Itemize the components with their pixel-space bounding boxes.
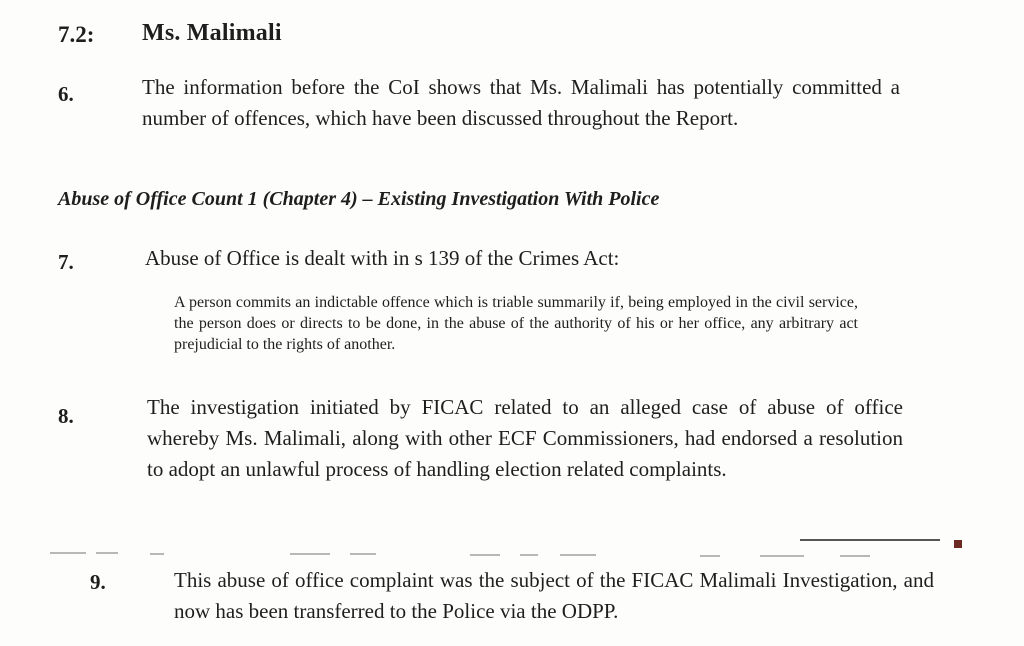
paragraph-number-7: 7. bbox=[58, 250, 74, 274]
section-title: Ms. Malimali bbox=[142, 20, 282, 46]
dash-segment bbox=[470, 554, 500, 556]
dash-segment bbox=[96, 552, 118, 554]
dash-segment bbox=[350, 553, 376, 555]
paragraph-number-9: 9. bbox=[90, 570, 106, 594]
dash-segment bbox=[520, 554, 538, 556]
paragraph-8: The investigation initiated by FICAC related to an alleged case of abuse of office whereby Ms. Malimali, along with other ECF Commissioners, had endorsed a resolution to adopt an unlawful process of handling election related complaints. bbox=[147, 395, 903, 481]
dash-segment bbox=[700, 555, 720, 557]
statute-quote: A person commits an indictable offence which is triable summarily if, being employed in the civil service, the person does or directs to be done, in the abuse of the authority of his or her office, any arbitrary act prejudicial to the rights of another. bbox=[174, 294, 858, 353]
paragraph-6: The information before the CoI shows that Ms. Malimali has potentially committed a number of offences, which have been discussed throughout the Report. bbox=[142, 75, 900, 130]
dash-segment bbox=[840, 555, 870, 557]
dash-segment bbox=[760, 555, 804, 557]
paragraph-number-8: 8. bbox=[58, 404, 74, 428]
scan-mark bbox=[954, 540, 962, 548]
dash-segment bbox=[290, 553, 330, 555]
dash-segment bbox=[150, 553, 164, 555]
paragraph-9: This abuse of office complaint was the subject of the FICAC Malimali Investigation, and now has been transferred to the Police via the ODPP. bbox=[174, 568, 934, 623]
subheading: Abuse of Office Count 1 (Chapter 4) – Existing Investigation With Police bbox=[58, 188, 660, 210]
paragraph-number-6: 6. bbox=[58, 82, 74, 106]
paragraph-7: Abuse of Office is dealt with in s 139 of the Crimes Act: bbox=[145, 246, 620, 270]
dash-segment bbox=[50, 552, 86, 554]
section-number: 7.2: bbox=[58, 22, 95, 47]
page-edge-line bbox=[800, 539, 940, 541]
dash-segment bbox=[560, 554, 596, 556]
